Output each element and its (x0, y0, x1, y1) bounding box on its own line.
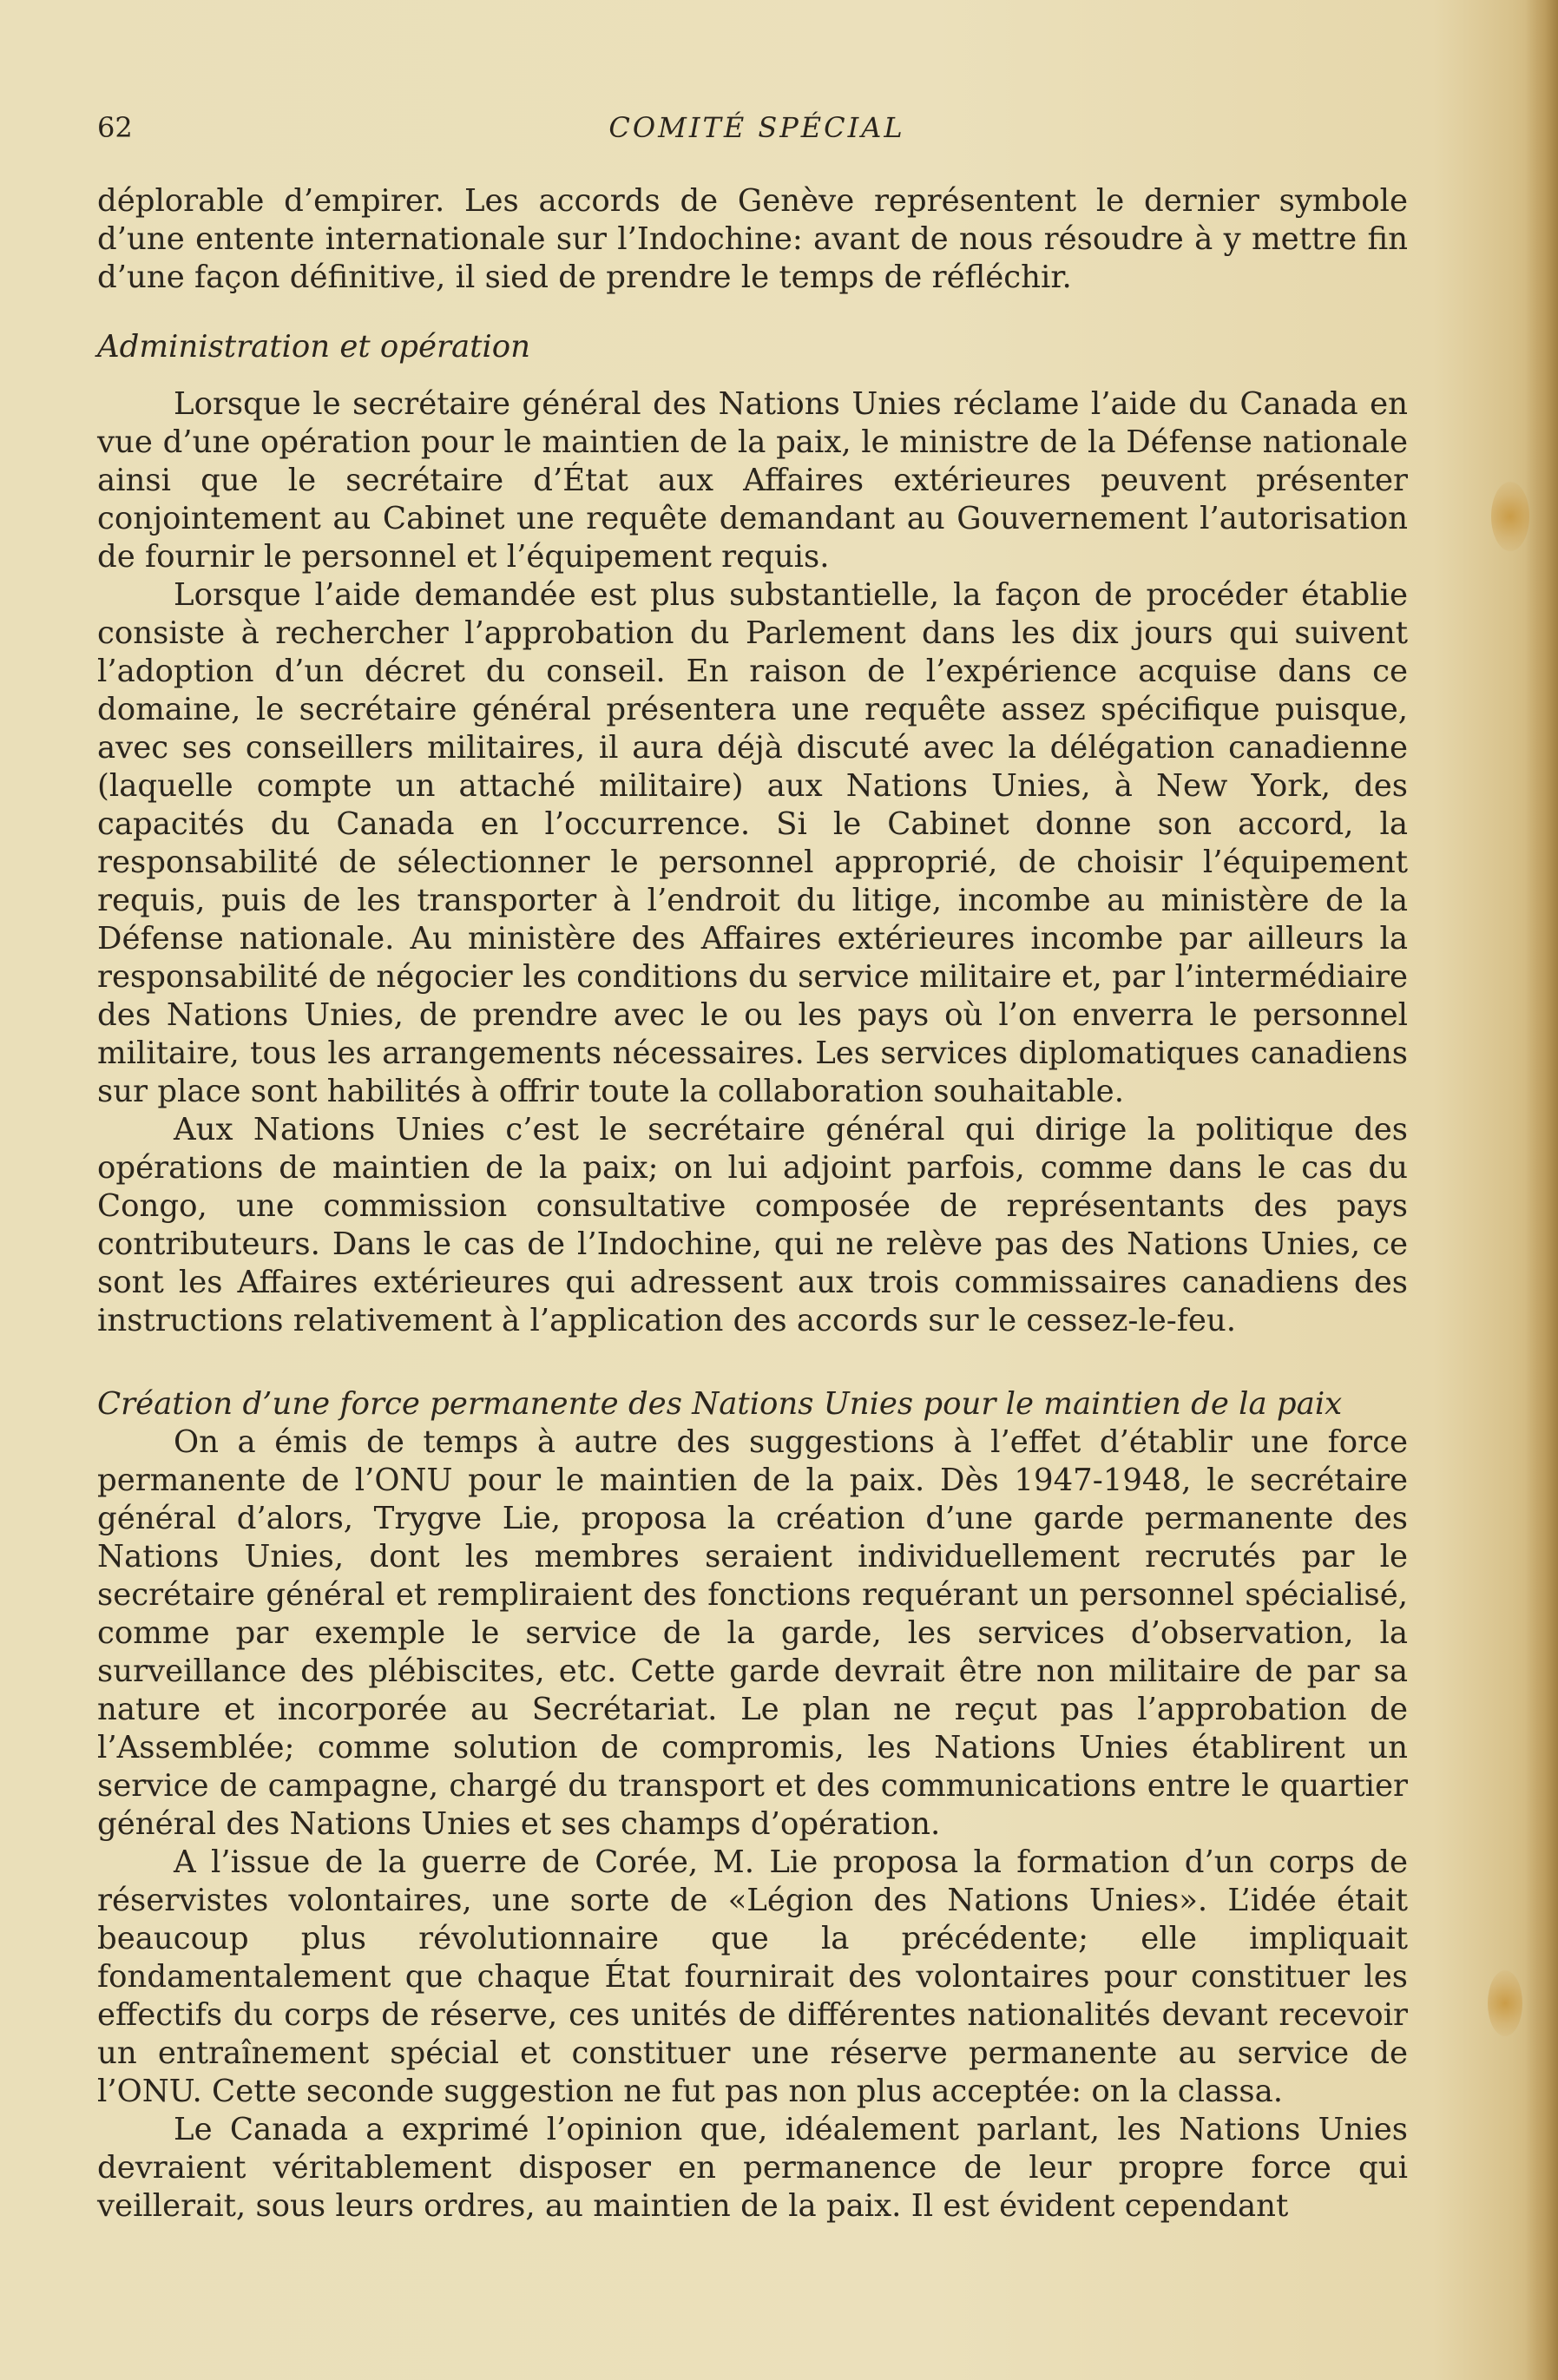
spacer (97, 297, 1408, 328)
paragraph: Lorsque l’aide demandée est plus substantielle, la façon de procéder établie consiste à rechercher l’approbation du Parlement dans les dix jours qui suivent l’adoption d’un décret du conseil. En raison de l’expérience acquise dans ce domaine, le secrétaire général présentera une requête assez spécifique puisque, avec ses conseillers militaires, il aura déjà discuté avec la délégation canadienne (laquelle compte un attaché militaire) aux Nations Unies, à New York, des capacités du Canada en l’occurrence. Si le Cabinet donne son accord, la responsabilité de sélectionner le personnel approprié, de choisir l’équipement requis, puis de les transporter à l’endroit du litige, incombe au ministère de la Défense nationale. Au ministère des Affaires extérieures incombe par ailleurs la responsabilité de négocier les conditions du service militaire et, par l’intermédiaire des Nations Unies, de prendre avec le ou les pays où l’on enverra le personnel militaire, tous les arrangements nécessaires. Les services diplomatiques canadiens sur place sont habilités à offrir toute la collaboration souhaitable. (97, 577, 1408, 1109)
paper-stain-mark (1491, 482, 1529, 551)
paper-stain-mark (1488, 1970, 1522, 2036)
paragraph: On a émis de temps à autre des suggestions à l’effet d’établir une force permanente de l’ONU pour le maintien de la paix. Dès 1947-1948, le secrétaire général d’alors, Trygve Lie, proposa la création d’une garde permanente des Nations Unies, dont les membres seraient individuellement recrutés par le secrétaire général et rempliraient des fonctions requérant un personnel spécialisé, comme par exemple le service de la garde, les services d’observation, la surveillance des plébiscites, etc. Cette garde devrait être non militaire de par sa nature et incorporée au Secrétariat. Le plan ne reçut pas l’approbation de l’Assemblée; comme solution de compromis, les Nations Unies établirent un service de campagne, chargé du transport et des communications entre le quartier général des Nations Unies et ses champs d’opération. (97, 1424, 1408, 1842)
page-edge-shadow (1525, 0, 1558, 2380)
section-heading-force-permanente: Création d’une force permanente des Nations Unies pour le maintien de la paix (97, 1386, 1343, 1422)
paragraph: Le Canada a exprimé l’opinion que, idéalement parlant, les Nations Unies devraient véritablement disposer en permanence de leur propre force qui veillerait, sous leurs ordres, au maintien de la paix. Il est évident cependant (97, 2112, 1408, 2224)
paragraph: A l’issue de la guerre de Corée, M. Lie proposa la formation d’un corps de réservistes volontaires, une sorte de «Légion des Nations Unies». L’idée était beaucoup plus révolutionnaire que la précédente; elle impliquait fondamentalement que chaque État fournirait des volontaires pour constituer les effectifs du corps de réserve, ces unités de différentes nationalités devant recevoir un entraînement spécial et constituer une réserve permanente au service de l’ONU. Cette seconde suggestion ne fut pas non plus acceptée: on la classa. (97, 1844, 1408, 2109)
section-heading-administration: Administration et opération (97, 329, 531, 365)
paragraph: Aux Nations Unies c’est le secrétaire général qui dirige la politique des opérations de maintien de la paix; on lui adjoint parfois, comme dans le cas du Congo, une commission consultative composée de représentants des pays contributeurs. Dans le cas de l’Indochine, qui ne relève pas des Nations Unies, ce sont les Affaires extérieures qui adressent aux trois commissaires canadiens des instructions relativement à l’application des accords sur le cessez-le-feu. (97, 1112, 1408, 1338)
spacer (97, 1340, 1408, 1385)
running-title: COMITÉ SPÉCIAL (608, 111, 905, 144)
page-number: 62 (97, 111, 133, 144)
page-header (97, 111, 1417, 155)
spacer (97, 366, 1408, 385)
intro-paragraph: déplorable d’empirer. Les accords de Genève représentent le dernier symbole d’une entente internationale sur l’Indochine: avant de nous résoudre à y mettre fin d’une façon définitive, il sied de prendre le temps de réfléchir. (97, 183, 1408, 295)
paragraph: Lorsque le secrétaire général des Nations Unies réclame l’aide du Canada en vue d’une opération pour le maintien de la paix, le ministre de la Défense nationale ainsi que le secrétaire d’État aux Affaires extérieures peuvent présenter conjointement au Cabinet une requête demandant au Gouvernement l’autorisation de fournir le personnel et l’équipement requis. (97, 386, 1408, 575)
page-body (97, 182, 1408, 2225)
